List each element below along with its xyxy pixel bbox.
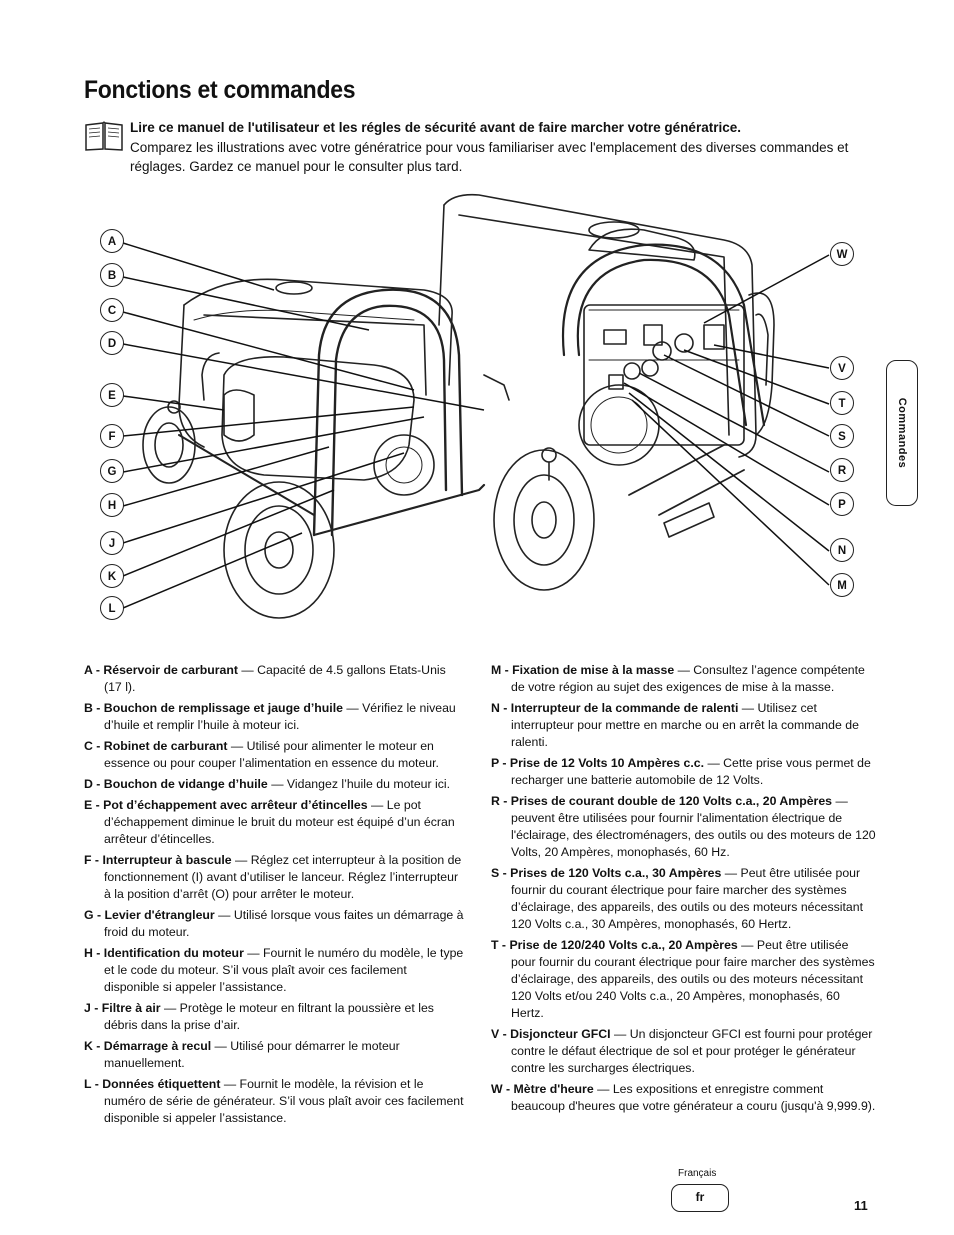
callout-d: D: [100, 331, 124, 355]
language-tab[interactable]: fr: [671, 1184, 729, 1212]
callout-h: H: [100, 493, 124, 517]
entry-t: T - Prise de 120/240 Volts c.a., 20 Ampères — Peut être utilisée pour fournir du courant électrique pour faire marcher des systèmes d’éclairage, des appareils, des outils ou des moteurs nécessitant 120 Volts et/ou 240 Volts c.a., 20 Ampères, monophasés, 60 Hertz.: [491, 938, 875, 1020]
callout-f: F: [100, 424, 124, 448]
entry-v: V - Disjoncteur GFCI — Un disjoncteur GFCI est fourni pour protéger contre le défaut électrique de sol et pour protéger le générateur contre les surcharges électriques.: [491, 1027, 873, 1075]
callout-c: C: [100, 298, 124, 322]
callout-m: M: [830, 573, 854, 597]
entry-m: M - Fixation de mise à la masse — Consultez l’agence compétente de votre région au sujet des exigences de mise à la masse.: [491, 663, 865, 694]
generator-drawing: [84, 185, 874, 625]
entry-b: B - Bouchon de remplissage et jauge d’huile — Vérifiez le niveau d’huile et remplir l’huile à moteur ici.: [84, 701, 456, 732]
entry-e: E - Pot d’échappement avec arrêteur d’étincelles — Le pot d’échappement diminue le bruit du moteur est équipé d’un écran arrêteur d’étincelles.: [84, 798, 455, 846]
entry-h: H - Identification du moteur — Fournit le numéro du modèle, le type et le code du moteur. S’il vous plaît avoir ces facilement disponible si appeler l’assistance.: [84, 946, 464, 994]
callout-j: J: [100, 531, 124, 555]
right-column: [491, 662, 876, 1119]
generator-illustration: [84, 185, 874, 625]
entry-l: L - Données étiquettent — Fournit le modèle, la révision et le numéro de série de générateur. S’il vous plaît avoir ces facilement disponible si appeler l’assistance.: [84, 1077, 464, 1125]
entry-s: S - Prises de 120 Volts c.a., 30 Ampères — Peut être utilisée pour fournir du courant électrique pour faire marcher des systèmes d’éclairage, des appareils, des outils ou des moteurs nécessitant 120 Volts c.a., 30 Ampères, monophasés, 60 Hertz.: [491, 866, 864, 931]
callout-k: K: [100, 564, 124, 588]
entry-a: A - Réservoir de carburant — Capacité de 4.5 gallons Etats-Unis (17 l).: [84, 663, 446, 694]
entry-p: P - Prise de 12 Volts 10 Ampères c.c. — Cette prise vous permet de recharger une batterie automobile de 12 Volts.: [491, 756, 871, 787]
callout-b: B: [100, 263, 124, 287]
entry-w: W - Mètre d'heure — Les expositions et enregistre comment beaucoup d'heures que votre générateur a couru (jusqu'à 9,999.9).: [491, 1082, 876, 1113]
left-column: [84, 662, 464, 1131]
entry-n: N - Interrupteur de la commande de ralenti — Utilisez cet interrupteur pour mettre en marche ou en arrêt la commande de ralenti.: [491, 701, 859, 749]
callout-s: S: [830, 424, 854, 448]
callout-e: E: [100, 383, 124, 407]
entry-c: C - Robinet de carburant — Utilisé pour alimenter le moteur en essence ou pour couper l’alimentation en essence du moteur.: [84, 739, 439, 770]
entry-k: K - Démarrage à recul — Utilisé pour démarrer le moteur manuellement.: [84, 1039, 400, 1070]
intro-text: [130, 118, 870, 177]
section-tab-label: Commandes: [896, 397, 908, 469]
callout-t: T: [830, 391, 854, 415]
callout-a: A: [100, 229, 124, 253]
manual-book-icon: [84, 120, 124, 152]
entry-f: F - Interrupteur à bascule — Réglez cet interrupteur à la position de fonctionnement (I) avant d’utiliser le lanceur. Réglez l’interrupteur à la position d’arrêt (O) pour arrêter le moteur.: [84, 853, 462, 901]
callout-w: W: [830, 242, 854, 266]
page-number: 11: [854, 1198, 868, 1213]
callout-v: V: [830, 356, 854, 380]
callout-r: R: [830, 458, 854, 482]
intro-warning: Lire ce manuel de l'utilisateur et les régles de sécurité avant de faire marcher votre génératrice.: [130, 120, 741, 135]
entry-d: D - Bouchon de vidange d’huile — Vidangez l’huile du moteur ici.: [84, 777, 451, 791]
entry-g: G - Levier d'étrangleur — Utilisé lorsque vous faites un démarrage à froid du moteur.: [84, 908, 464, 939]
callout-g: G: [100, 459, 124, 483]
language-label: Français: [678, 1168, 717, 1179]
callout-p: P: [830, 492, 854, 516]
page-title: Fonctions et commandes: [84, 76, 356, 104]
entry-r: R - Prises de courant double de 120 Volts c.a., 20 Ampères — peuvent être utilisées pour fournir l'alimentation électrique de l'éclairage, des électroménagers, des outils ou des moteurs de 120 Volts, 20 Ampères, monophasés, 60 Hz.: [491, 794, 876, 859]
callout-l: L: [100, 596, 124, 620]
section-tab-commandes[interactable]: [886, 360, 918, 506]
callout-n: N: [830, 538, 854, 562]
intro-description: Comparez les illustrations avec votre génératrice pour vous familiariser avec l'emplacement des diverses commandes et réglages. Gardez ce manuel pour le consulter plus tard.: [130, 139, 849, 174]
entry-j: J - Filtre à air — Protège le moteur en filtrant la poussière et les débris dans la prise d’air.: [84, 1001, 434, 1032]
